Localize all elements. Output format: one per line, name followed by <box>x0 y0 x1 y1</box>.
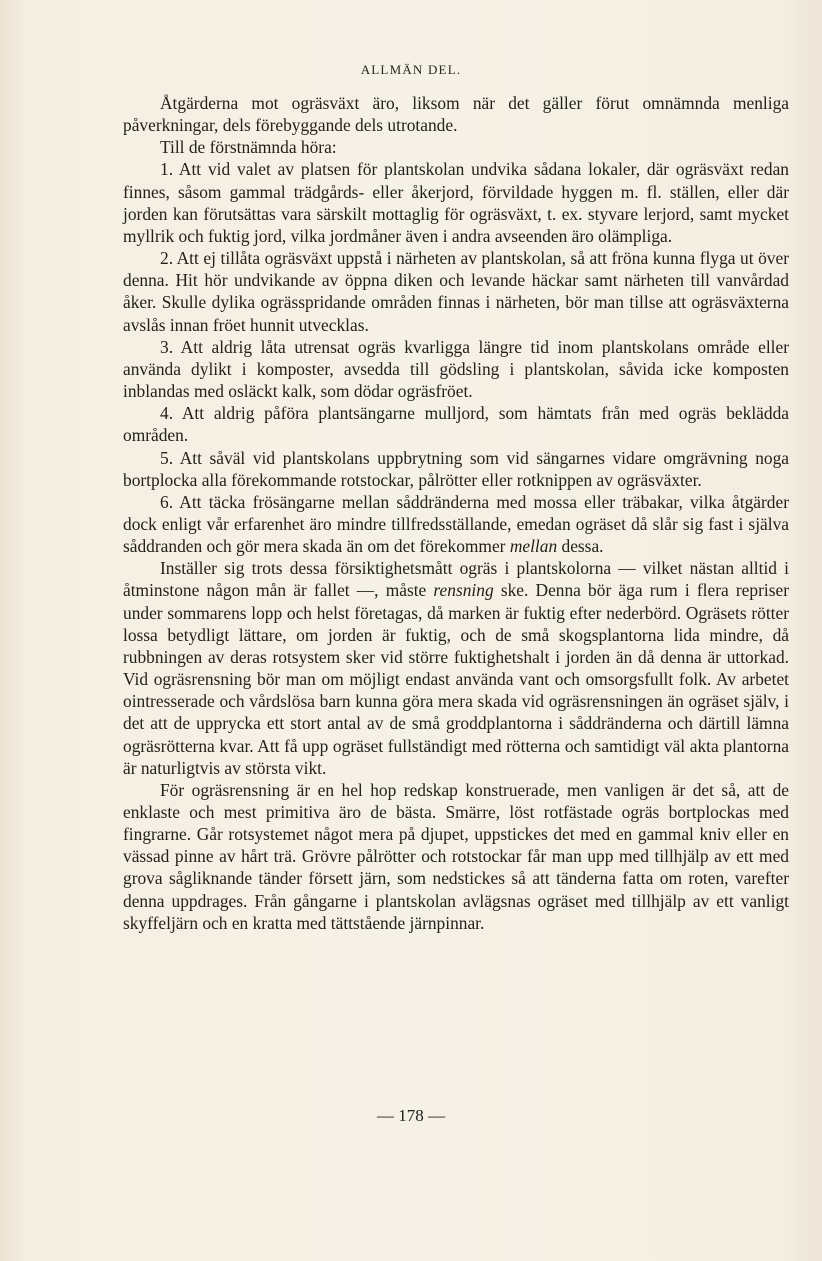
italic-word-mellan: mellan <box>509 536 558 557</box>
paragraph-rensning-text-b: ske. Denna bör äga rum i flera repriser under sommarens lopp och helst företagas, då marken är fuktig efter nederbörd. Ogräsets rötter lossa betydligt lättare, om jorden är fuktig, och de små skogsplantorna lida mindre, då rubbningen av deras rotsystem sker vid större fuktighetshalt i jorden än då denna är uttorkad. Vid ogräsrensning bör man om möjligt endast använda vant och omsorgsfullt folk. Av arbetet ointresserade och vårdslösa barn kunna göra mera skada vid ogräsrensningen än ogräset själv, i det att de upprycka ett stort antal av de små groddplantorna i såddränderna och därtill lämna ogräsrötterna kvar. Att få upp ogräset fullständigt med rötterna och samtidigt väl akta plantorna är naturligtvis av största vikt. <box>123 580 789 778</box>
paragraph-rensning <box>123 557 789 779</box>
paragraph-item-6 <box>123 491 789 557</box>
paragraph-item-6-text-a: 6. Att täcka frösängarne mellan såddränderna med mossa eller träbakar, vilka åtgärder dock enligt vår erfarenhet äro mindre tillfredsställande, emedan ogräset då slår sig fast i själva såddranden och gör mera skada än om det förekommer <box>123 491 789 557</box>
paragraph-till: Till de förstnämnda höra: <box>160 137 337 158</box>
paragraph-item-4: 4. Att aldrig påföra plantsängarne mulljord, som hämtats från med ogräs beklädda områden. <box>123 403 789 446</box>
paragraph-rensning-text-a: Inställer sig trots dessa försiktighetsmått ogräs i plantskolorna — vilket nästan alltid i åtminstone någon mån är fallet —, måste <box>123 558 789 601</box>
italic-word-rensning: rensning <box>433 580 494 601</box>
paragraph-item-1: 1. Att vid valet av platsen för plantskolan undvika sådana lokaler, där ogräsväxt redan finnes, såsom gammal trädgårds- eller åkerjord, förvildade hyggen m. fl. ställen, eller där jorden kan förutsättas vara särskilt mottaglig för ogräsväxt, t. ex. styvare lerjord, samt mycket myllrik och fuktig jord, vilka jordmåner även i andra avseenden äro olämpliga. <box>123 159 789 246</box>
page-body <box>123 92 789 934</box>
paragraph-item-5: 5. Att såväl vid plantskolans uppbrytning som vid sängarnes vidare omgrävning noga bortplocka alla förekommande rotstockar, pålrötter eller rotknippen av ogräsväxter. <box>123 447 789 490</box>
paragraph-item-3: 3. Att aldrig låta utrensat ogräs kvarligga längre tid inom plantskolans område eller använda dylikt i komposter, avsedda till gödsling i plantskolan, såvida icke komposten inblandas med osläckt kalk, som dödar ogräsfröet. <box>123 336 789 402</box>
paragraph-redskap: För ogräsrensning är en hel hop redskap konstruerade, men vanligen är det så, att de enklaste och mest primitiva äro de bästa. Smärre, löst rotfästade ogräs bortplockas med fingrarne. Går rotsystemet något mera på djupet, uppstickes det med en gammal kniv eller en vässad pinne av hårt trä. Grövre pålrötter och rotstockar får man upp med tillhjälp av ett med grova sågliknande tänder försett järn, som nedstickes så att tänderna fatta om roten, varefter denna uppdrages. Från gångarne i plantskolan avlägsnas ogräset med tillhjälp av ett vanligt skyffeljärn och en kratta med tättstående järnpinnar. <box>123 779 789 933</box>
running-header: ALLMÄN DEL. <box>360 62 462 77</box>
page-number: — 178 — <box>377 1106 445 1125</box>
paragraph-item-6-text-b: dessa. <box>557 536 604 557</box>
paragraph-intro: Åtgärderna mot ogräsväxt äro, liksom när det gäller förut omnämnda menliga påverkningar, dels förebyggande dels utrotande. <box>123 93 789 136</box>
paragraph-item-2: 2. Att ej tillåta ogräsväxt uppstå i närheten av plantskolan, så att fröna kunna flyga ut över denna. Hit hör undvikande av öppna diken och levande häckar samt närheten till vanvårdad åker. Skulle dylika ogrässpridande områden finnas i närheten, bör man tillse att ogräsväxterna avslås innan fröet hunnit utvecklas. <box>123 248 789 335</box>
